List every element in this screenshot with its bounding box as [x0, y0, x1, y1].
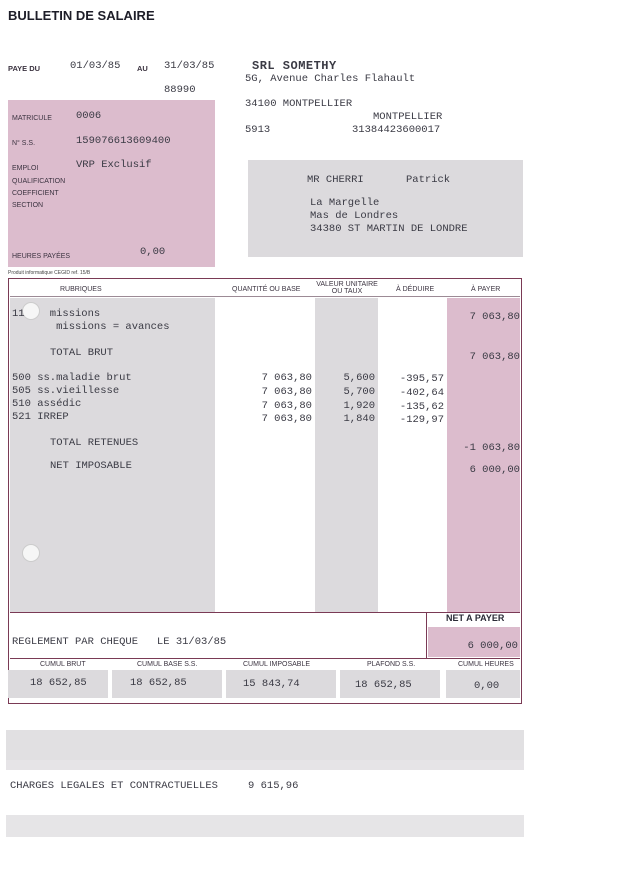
- recipient-line-3: 34380 ST MARTIN DE LONDRE: [310, 223, 468, 235]
- document-title: BULLETIN DE SALAIRE: [8, 8, 155, 23]
- row-base: 7 063,80: [261, 386, 312, 398]
- row-label-net-imposable: NET IMPOSABLE: [50, 460, 132, 472]
- heures-value: 0,00: [140, 246, 166, 258]
- employer-city: MONTPELLIER: [373, 111, 443, 123]
- row-label: 11 missions: [12, 308, 101, 320]
- recipient-first-name: Patrick: [406, 174, 451, 186]
- row-taux: 1,920: [343, 400, 375, 412]
- row-taux: 1,840: [343, 413, 375, 425]
- row-base: 7 063,80: [261, 400, 312, 412]
- employer-code-ape: 5913: [245, 124, 271, 136]
- paye-du-label: PAYE DU: [8, 64, 41, 73]
- ss-label: N° S.S.: [12, 140, 36, 147]
- row-taux: 5,600: [343, 372, 375, 384]
- employer-postal-city: 34100 MONTPELLIER: [245, 98, 353, 110]
- header-payer: À PAYER: [471, 286, 501, 293]
- recipient-line-2: Mas de Londres: [310, 210, 399, 222]
- cumuls-divider: [10, 658, 520, 659]
- row-payer: 7 063,80: [469, 351, 520, 363]
- paye-du-value: 01/03/85: [70, 60, 121, 72]
- shaded-band-bottom: [6, 815, 524, 837]
- valeur-column: [315, 298, 378, 612]
- coefficient-label: COEFFICIENT: [12, 190, 59, 197]
- payslip-code: 88990: [164, 84, 196, 96]
- software-footnote: Produit informatique CEGID ref. 15/B: [8, 270, 91, 276]
- row-payer: -1 063,80: [463, 442, 520, 454]
- cumul-value: 18 652,85: [130, 677, 187, 689]
- rubriques-column: [10, 298, 215, 612]
- employer-siret: 31384423600017: [352, 124, 441, 136]
- header-divider: [10, 296, 520, 297]
- cumul-header: PLAFOND S.S.: [367, 661, 416, 668]
- punch-hole: [22, 544, 40, 562]
- row-deduire: -402,64: [399, 387, 444, 399]
- emploi-label: EMPLOI: [12, 165, 39, 172]
- recipient-name: MR CHERRI: [307, 174, 364, 186]
- header-deduire: À DÉDUIRE: [396, 286, 435, 293]
- payer-column: [447, 298, 520, 612]
- section-label: SECTION: [12, 202, 44, 209]
- recipient-line-1: La Margelle: [310, 197, 380, 209]
- net-a-payer-value: 6 000,00: [467, 640, 518, 652]
- header-valeur-line-1: VALEUR UNITAIRE: [316, 281, 378, 288]
- header-valeur-line-2: OU TAUX: [331, 288, 363, 295]
- header-quantite: QUANTITÉ OU BASE: [232, 286, 301, 293]
- row-label: 521 IRREP: [12, 411, 69, 423]
- row-taux: 5,700: [343, 386, 375, 398]
- cumul-header: CUMUL HEURES: [458, 661, 514, 668]
- ss-value: 159076613609400: [76, 135, 171, 147]
- cumul-value: 15 843,74: [243, 678, 300, 690]
- row-payer: 7 063,80: [469, 311, 520, 323]
- charges-label: CHARGES LEGALES ET CONTRACTUELLES: [10, 780, 218, 792]
- reglement-text: REGLEMENT PAR CHEQUE LE 31/03/85: [12, 636, 227, 648]
- cumul-header: CUMUL BRUT: [40, 661, 86, 668]
- row-label: 505 ss.vieillesse: [12, 385, 120, 397]
- net-a-payer-label: NET A PAYER: [446, 613, 505, 623]
- cumul-header: CUMUL BASE S.S.: [137, 661, 198, 668]
- au-label: AU: [137, 64, 148, 73]
- recipient-address-box: [248, 160, 523, 257]
- row-deduire: -395,57: [399, 373, 444, 385]
- row-label: missions = avances: [12, 321, 170, 333]
- row-base: 7 063,80: [261, 372, 312, 384]
- header-rubriques: RUBRIQUES: [60, 286, 102, 293]
- matricule-label: MATRICULE: [12, 115, 52, 122]
- cumul-value: 18 652,85: [355, 679, 412, 691]
- qualification-label: QUALIFICATION: [12, 178, 66, 185]
- row-deduire: -135,62: [399, 401, 444, 413]
- row-payer: 6 000,00: [469, 464, 520, 476]
- emploi-value: VRP Exclusif: [76, 159, 152, 171]
- row-label-total-retenues: TOTAL RETENUES: [50, 437, 139, 449]
- employer-name: SRL SOMETHY: [252, 59, 337, 73]
- row-label: 500 ss.maladie brut: [12, 372, 132, 384]
- cumul-value: 0,00: [474, 680, 500, 692]
- cumul-value: 18 652,85: [30, 677, 87, 689]
- row-base: 7 063,80: [261, 413, 312, 425]
- shaded-band-lower: [6, 760, 524, 770]
- row-deduire: -129,97: [399, 414, 444, 426]
- heures-label: HEURES PAYÉES: [12, 253, 71, 260]
- charges-value: 9 615,96: [248, 780, 299, 792]
- row-label: 510 assédic: [12, 398, 82, 410]
- cumul-header: CUMUL IMPOSABLE: [243, 661, 311, 668]
- row-label-total-brut: TOTAL BRUT: [50, 347, 114, 359]
- employer-street: 5G, Avenue Charles Flahault: [245, 73, 416, 85]
- matricule-value: 0006: [76, 110, 102, 122]
- au-value: 31/03/85: [164, 60, 215, 72]
